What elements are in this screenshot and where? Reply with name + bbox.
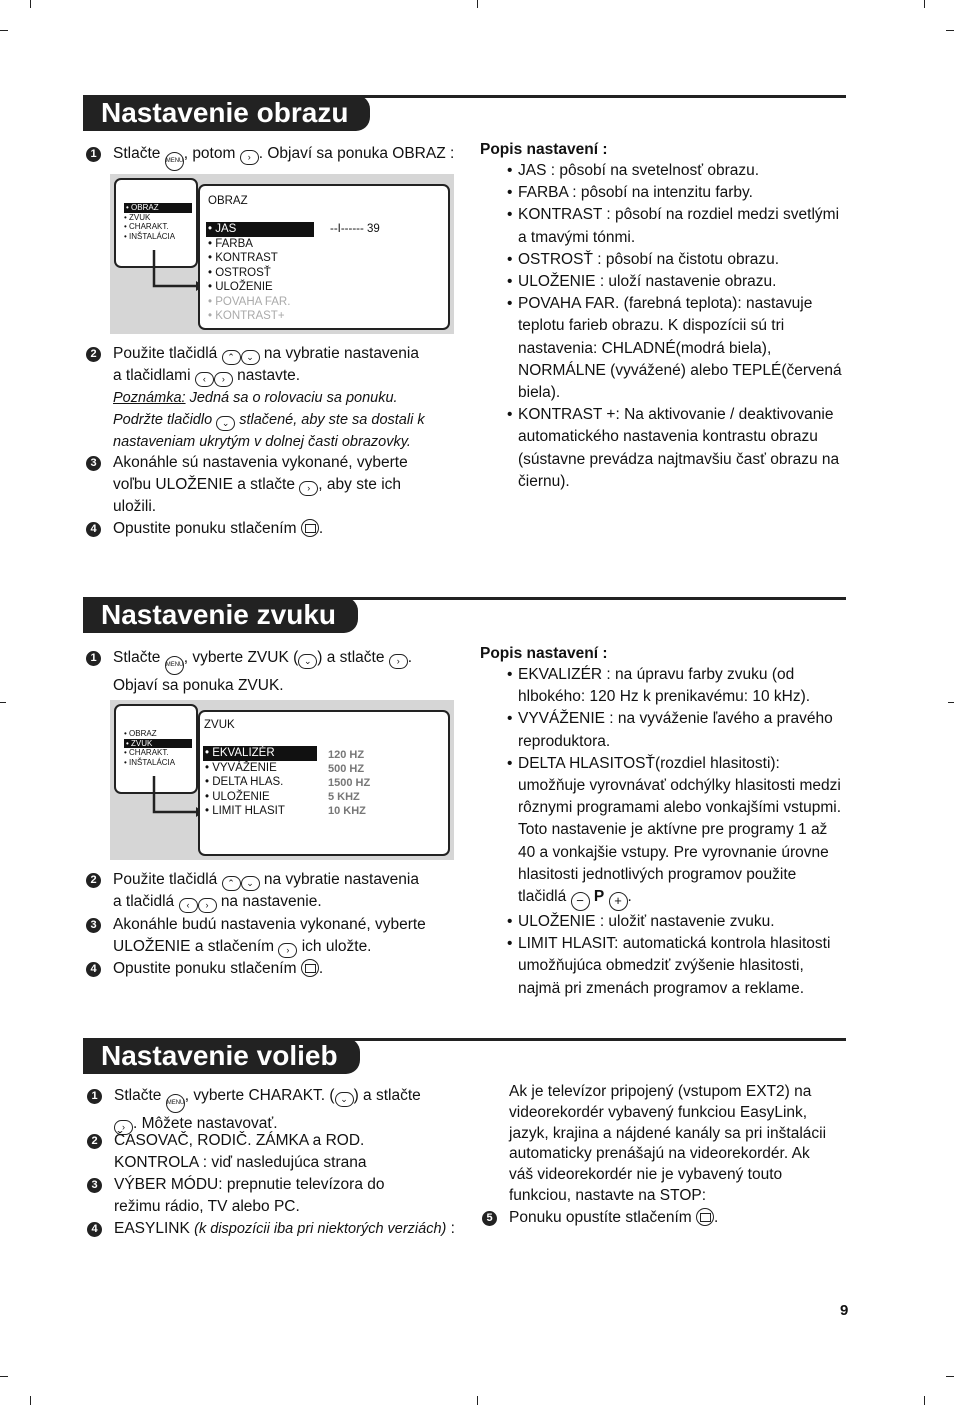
volby-step-4: EASYLINK (k dispozícii iba pri niektorých verziách) : <box>114 1220 455 1237</box>
page-number: 9 <box>840 1302 849 1319</box>
desc-item: • ULOŽENIE : uloží nastavenie obrazu. <box>507 271 842 293</box>
tv-exit-button-icon <box>301 959 319 977</box>
jas-value-slider: --I------ 39 <box>330 223 380 235</box>
menu-button-icon: MENU <box>166 1094 185 1113</box>
down-button-icon: ⌄ <box>216 416 235 431</box>
obraz-submenu-panel <box>198 184 450 330</box>
step-number: 1 <box>86 147 101 162</box>
section-title-volby: Nastavenie volieb <box>83 1038 360 1074</box>
obraz-desc-list <box>507 160 842 493</box>
volby-step-5: Ponuku opustíte stlačením . <box>509 1209 719 1226</box>
menu-item-charakt[interactable]: • CHARAKT. <box>124 222 169 231</box>
tv-exit-button-icon <box>696 1208 714 1226</box>
right-button-icon: › <box>299 481 318 496</box>
step-number: 2 <box>86 347 101 362</box>
desc-item: • POVAHA FAR. (farebná teplota): nastavuje teplotu farieb obrazu. K dispozícii sú tri nastavenia: CHLADNÉ(modrá biela), NORMÁLNE (vyvážené) alebo TEPLÉ(červená biela). <box>507 293 842 404</box>
menu-item-zvuk[interactable]: • ZVUK <box>124 739 192 749</box>
desc-item: • OSTROSŤ : pôsobí na čistotu obrazu. <box>507 249 842 271</box>
step-number: 4 <box>86 522 101 537</box>
down-button-icon: ⌄ <box>335 1092 354 1107</box>
step-number: 2 <box>87 1134 102 1149</box>
volby-step-1: Stlačte MENU, vyberte CHARAKT. ( ⌄ ) a stlačte › . Môžete nastavovať. <box>114 1085 459 1135</box>
menu-arrow <box>148 774 204 818</box>
desc-item: • KONTRAST : pôsobí na rozdiel medzi svetlými a tmavými tónmi. <box>507 204 842 248</box>
tv-exit-button-icon <box>301 519 319 537</box>
right-button-icon: › <box>114 1120 133 1135</box>
step-number: 5 <box>482 1211 497 1226</box>
menu-item-instalacia[interactable]: • INŠTALÁCIA <box>124 231 176 241</box>
submenu-header: OBRAZ <box>208 195 248 207</box>
desc-item: • FARBA : pôsobí na intenzitu farby. <box>507 182 842 204</box>
obraz-step-4: Opustite ponuku stlačením . <box>113 520 324 537</box>
submenu-item-kontrast-plus[interactable]: • KONTRAST+ <box>208 310 285 322</box>
zvuk-submenu-panel <box>198 710 450 856</box>
submenu-item-vyvazenie[interactable]: • VYVÁŽENIE <box>205 761 277 774</box>
step-number: 1 <box>87 1089 102 1104</box>
menu-item-charakt[interactable]: • CHARAKT. <box>124 748 169 757</box>
obraz-step-1: Stlačte MENU, potom › . Objaví sa ponuka OBRAZ : <box>113 143 463 171</box>
submenu-item-jas[interactable]: • JAS <box>206 222 314 237</box>
eq-values: 120 HZ 500 HZ 1500 HZ 5 KHZ 10 KHZ <box>328 749 371 817</box>
menu-item-obraz[interactable]: • OBRAZ <box>124 203 192 213</box>
zvuk-menu-screenshot <box>110 700 454 860</box>
zvuk-step-1: Stlačte MENU, vyberte ZVUK ( ⌄ ) a stlačte › . Objaví sa ponuka ZVUK. <box>113 649 413 694</box>
submenu-item-povaha-far[interactable]: • POVAHA FAR. <box>208 295 291 308</box>
submenu-item-ostrost[interactable]: • OSTROSŤ <box>208 266 271 279</box>
section-title-zvuk: Nastavenie zvuku <box>83 597 358 633</box>
left-button-icon: ‹ <box>195 372 214 387</box>
menu-item-instalacia[interactable]: • INŠTALÁCIA <box>124 757 176 767</box>
zvuk-step-2: Použite tlačidlá ⌃ ⌄ na vybratie nastavenia a tlačidlá ‹ › na nastavenie. <box>113 869 463 913</box>
submenu-item-kontrast[interactable]: • KONTRAST <box>208 252 278 264</box>
obraz-step-3: Akonáhle sú nastavenia vykonané, vyberte voľbu ULOŽENIE a stlačte › , aby ste ich uložili. <box>113 454 408 515</box>
easylink-description: Ak je televízor pripojený (vstupom EXT2) na videorekordér vybavený funkciou EasyLink, jazyk, krajina a nájdené kanály sa pri inštalácii automaticky prenášajú na videorekordér. Ak váš videorekordér nie je vybavený touto funkciou, nastavte na STOP: <box>509 1083 827 1204</box>
desc-item: • VYVÁŽENIE : na vyváženie ľavého a pravého reproduktora. <box>507 708 847 752</box>
up-button-icon: ⌃ <box>222 876 241 891</box>
desc-item: • LIMIT HLASIT: automatická kontrola hlasitosti umožňujúca obmedziť zvýšenie hlasitosti, najmä pri zmenách programov a reklame. <box>507 933 847 1000</box>
submenu-header: ZVUK <box>204 719 235 731</box>
submenu-item-delta-hlas[interactable]: • DELTA HLAS. <box>205 776 284 788</box>
desc-item: • DELTA HLASITOSŤ(rozdiel hlasitosti): umožňuje vyrovnávať odchýlky hlasitosti medzi rôznymi programami alebo vonkajšími vstupmi. Toto nastavenie je aktívne pre programy 1 až 40 a vonkajšie vstupy. Pre vyrovnanie úrovne hlasitosti jednotlivých programov použite tlačidlá − P + . <box>507 753 847 911</box>
right-button-icon: › <box>214 372 233 387</box>
volby-step-3: VÝBER MÓDU: prepnutie televízora do režimu rádio, TV alebo PC. <box>114 1176 385 1215</box>
menu-button-icon: MENU <box>165 152 184 171</box>
step-number: 4 <box>87 1222 102 1237</box>
plus-button-icon: + <box>609 892 628 911</box>
obraz-step-2: Použite tlačidlá ⌃ ⌄ na vybratie nastavenia a tlačidlami ‹ › nastavte. Poznámka: Jedná sa o rolovaciu sa ponuku. Podržte tlačidlo ⌄ stlačené, aby ste sa dostali k nastaveniam ukrytým v dolnej časti obrazovky. <box>113 345 425 450</box>
obraz-menu-screenshot <box>110 174 454 334</box>
desc-item: • KONTRAST +: Na aktivovanie / deaktivovanie automatického nastavenia kontrastu obrazu (sústavne prevádza najtmavšiu časť obrazu na čiernu). <box>507 404 842 493</box>
menu-button-icon: MENU <box>165 656 184 675</box>
down-button-icon: ⌄ <box>241 350 260 365</box>
right-button-icon: › <box>240 150 259 165</box>
desc-item: • ULOŽENIE : uložiť nastavenie zvuku. <box>507 911 847 933</box>
down-button-icon: ⌄ <box>241 876 260 891</box>
submenu-item-farba[interactable]: • FARBA <box>208 237 253 250</box>
step-number: 1 <box>86 651 101 666</box>
obraz-desc-title: Popis nastavení : <box>480 141 608 158</box>
desc-item: • JAS : pôsobí na svetelnosť obrazu. <box>507 160 842 182</box>
step-number: 3 <box>87 1178 102 1193</box>
zvuk-desc-list <box>507 664 847 1000</box>
step-number: 3 <box>86 456 101 471</box>
submenu-item-ekvalizer[interactable]: • EKVALIZÉR <box>203 746 317 761</box>
volby-step-2: ČASOVAČ, RODIČ. ZÁMKA a ROD. KONTROLA : viď nasledujúca strana <box>114 1132 367 1171</box>
right-button-icon: › <box>198 898 217 913</box>
step-number: 2 <box>86 873 101 888</box>
zvuk-step-3: Akonáhle budú nastavenia vykonané, vyberte ULOŽENIE a stlačením › ich uložte. <box>113 914 463 958</box>
step-number: 3 <box>86 918 101 933</box>
desc-item: • EKVALIZÉR : na úpravu farby zvuku (od hlbokého: 120 Hz k prenikavému: 10 kHz). <box>507 664 847 708</box>
submenu-item-ulozenie[interactable]: • ULOŽENIE <box>205 790 270 803</box>
right-button-icon: › <box>389 654 408 669</box>
zvuk-step-4: Opustite ponuku stlačením . <box>113 960 324 977</box>
section-title-obraz: Nastavenie obrazu <box>83 95 370 131</box>
menu-item-zvuk[interactable]: • ZVUK <box>124 212 151 222</box>
submenu-item-limit-hlasit[interactable]: • LIMIT HLASIT <box>205 805 285 817</box>
submenu-item-ulozenie[interactable]: • ULOŽENIE <box>208 281 273 293</box>
menu-item-obraz[interactable]: • OBRAZ <box>124 729 157 738</box>
minus-button-icon: − <box>571 892 590 911</box>
left-button-icon: ‹ <box>179 898 198 913</box>
menu-arrow <box>148 248 204 292</box>
right-button-icon: › <box>278 943 297 958</box>
down-button-icon: ⌄ <box>298 654 317 669</box>
up-button-icon: ⌃ <box>222 350 241 365</box>
zvuk-desc-title: Popis nastavení : <box>480 645 608 662</box>
step-number: 4 <box>86 962 101 977</box>
